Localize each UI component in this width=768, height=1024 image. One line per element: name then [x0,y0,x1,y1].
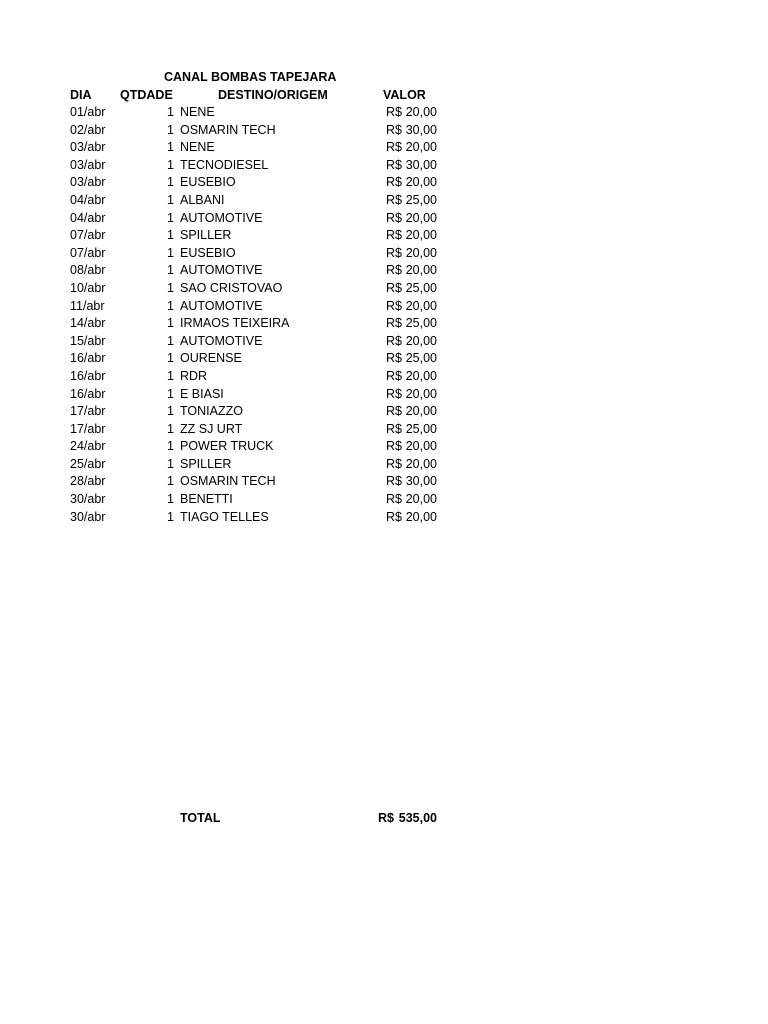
cell-destino: POWER TRUCK [180,439,274,454]
cell-qtdade: 1 [167,492,174,507]
cell-valor: 25,00 [405,351,437,366]
cell-dia: 15/abr [70,333,106,348]
cell-destino: OURENSE [180,351,242,366]
cell-currency: R$ [386,245,402,260]
cell-dia: 10/abr [70,280,106,295]
table-row [0,473,768,491]
cell-destino: OSMARIN TECH [180,122,276,137]
cell-destino: ALBANI [180,192,225,207]
table-row [0,315,768,333]
cell-valor: 30,00 [405,474,437,489]
cell-valor: 20,00 [405,245,437,260]
table-row [0,298,768,316]
cell-currency: R$ [386,333,402,348]
cell-qtdade: 1 [167,316,174,331]
cell-qtdade: 1 [167,228,174,243]
table-row [0,192,768,210]
cell-currency: R$ [386,474,402,489]
cell-dia: 14/abr [70,316,106,331]
cell-dia: 03/abr [70,175,106,190]
cell-valor: 20,00 [405,298,437,313]
cell-currency: R$ [386,105,402,119]
cell-currency: R$ [386,263,402,278]
table-row [0,421,768,439]
cell-qtdade: 1 [167,368,174,383]
cell-destino: SAO CRISTOVAO [180,280,283,295]
total-currency: R$ [378,811,394,825]
cell-currency: R$ [386,122,402,137]
cell-dia: 17/abr [70,404,106,419]
cell-destino: NENE [180,140,215,155]
cell-dia: 25/abr [70,456,106,471]
table-row [0,227,768,245]
data-rows [0,104,768,526]
cell-qtdade: 1 [167,439,174,454]
header-valor: VALOR [383,88,426,102]
cell-currency: R$ [386,228,402,243]
cell-dia: 11/abr [70,298,105,313]
cell-currency: R$ [386,280,402,295]
table-row [0,456,768,474]
cell-destino: TECNODIESEL [180,157,269,172]
cell-destino: RDR [180,368,208,383]
table-row [0,157,768,175]
table-row [0,174,768,192]
cell-qtdade: 1 [167,474,174,489]
cell-currency: R$ [386,439,402,454]
cell-valor: 25,00 [405,421,437,436]
table-row [0,333,768,351]
cell-dia: 16/abr [70,368,106,383]
cell-dia: 28/abr [70,474,106,489]
cell-currency: R$ [386,386,402,401]
cell-valor: 20,00 [405,263,437,278]
cell-dia: 07/abr [70,228,106,243]
cell-destino: NENE [180,105,215,119]
cell-qtdade: 1 [167,298,174,313]
cell-valor: 20,00 [405,140,437,155]
cell-qtdade: 1 [167,333,174,348]
cell-dia: 30/abr [70,509,106,524]
table-row [0,262,768,280]
cell-destino: SPILLER [180,456,232,471]
cell-currency: R$ [386,421,402,436]
cell-valor: 20,00 [405,509,437,524]
table-row [0,368,768,386]
cell-valor: 20,00 [405,492,437,507]
cell-valor: 20,00 [405,404,437,419]
cell-destino: AUTOMOTIVE [180,263,263,278]
cell-valor: 25,00 [405,280,437,295]
cell-destino: AUTOMOTIVE [180,210,263,225]
cell-currency: R$ [386,210,402,225]
cell-destino: EUSEBIO [180,245,236,260]
cell-dia: 16/abr [70,351,106,366]
cell-currency: R$ [386,351,402,366]
table-row [0,438,768,456]
cell-dia: 24/abr [70,439,106,454]
cell-currency: R$ [386,192,402,207]
table-row [0,104,768,122]
cell-currency: R$ [386,368,402,383]
cell-qtdade: 1 [167,140,174,155]
cell-currency: R$ [386,140,402,155]
cell-qtdade: 1 [167,157,174,172]
header-qtdade: QTDADE [120,88,173,102]
cell-valor: 30,00 [405,157,437,172]
cell-qtdade: 1 [167,421,174,436]
cell-dia: 01/abr [70,105,106,119]
total-label: TOTAL [180,811,221,825]
cell-destino: TONIAZZO [180,404,243,419]
sheet-title: CANAL BOMBAS TAPEJARA [164,70,337,84]
cell-qtdade: 1 [167,210,174,225]
cell-qtdade: 1 [167,175,174,190]
cell-valor: 30,00 [405,122,437,137]
cell-destino: TIAGO TELLES [180,509,269,524]
cell-dia: 17/abr [70,421,106,436]
cell-dia: 08/abr [70,263,106,278]
cell-qtdade: 1 [167,280,174,295]
cell-destino: AUTOMOTIVE [180,298,263,313]
cell-qtdade: 1 [167,122,174,137]
cell-destino: SPILLER [180,228,232,243]
cell-valor: 20,00 [405,210,437,225]
cell-destino: IRMAOS TEIXEIRA [180,316,290,331]
header-dia: DIA [70,88,92,102]
cell-destino: OSMARIN TECH [180,474,276,489]
cell-qtdade: 1 [167,192,174,207]
cell-currency: R$ [386,175,402,190]
table-row [0,403,768,421]
cell-valor: 20,00 [405,175,437,190]
cell-destino: E BIASI [180,386,224,401]
cell-dia: 16/abr [70,386,106,401]
cell-currency: R$ [386,492,402,507]
cell-valor: 20,00 [405,368,437,383]
cell-qtdade: 1 [167,263,174,278]
cell-qtdade: 1 [167,404,174,419]
cell-currency: R$ [386,316,402,331]
cell-valor: 25,00 [405,316,437,331]
cell-qtdade: 1 [167,351,174,366]
cell-qtdade: 1 [167,105,174,119]
total-value: 535,00 [398,811,437,825]
cell-qtdade: 1 [167,386,174,401]
cell-currency: R$ [386,404,402,419]
cell-valor: 20,00 [405,333,437,348]
cell-valor: 20,00 [405,105,437,119]
cell-destino: ZZ SJ URT [180,421,243,436]
cell-valor: 20,00 [405,386,437,401]
cell-dia: 03/abr [70,140,106,155]
table-row [0,210,768,228]
cell-destino: BENETTI [180,492,233,507]
cell-valor: 25,00 [405,192,437,207]
cell-dia: 02/abr [70,122,106,137]
cell-dia: 04/abr [70,210,106,225]
cell-dia: 30/abr [70,492,106,507]
cell-qtdade: 1 [167,245,174,260]
cell-valor: 20,00 [405,456,437,471]
cell-valor: 20,00 [405,228,437,243]
cell-valor: 20,00 [405,439,437,454]
cell-dia: 03/abr [70,157,106,172]
table-row [0,509,768,527]
cell-dia: 07/abr [70,245,106,260]
header-destino-origem: DESTINO/ORIGEM [218,88,328,102]
table-row [0,245,768,263]
table-row [0,280,768,298]
table-row [0,122,768,140]
cell-currency: R$ [386,456,402,471]
cell-dia: 04/abr [70,192,106,207]
cell-destino: AUTOMOTIVE [180,333,263,348]
table-row [0,139,768,157]
cell-currency: R$ [386,157,402,172]
cell-destino: EUSEBIO [180,175,236,190]
table-row [0,350,768,368]
cell-qtdade: 1 [167,509,174,524]
table-row [0,491,768,509]
table-row [0,386,768,404]
cell-qtdade: 1 [167,456,174,471]
cell-currency: R$ [386,509,402,524]
cell-currency: R$ [386,298,402,313]
